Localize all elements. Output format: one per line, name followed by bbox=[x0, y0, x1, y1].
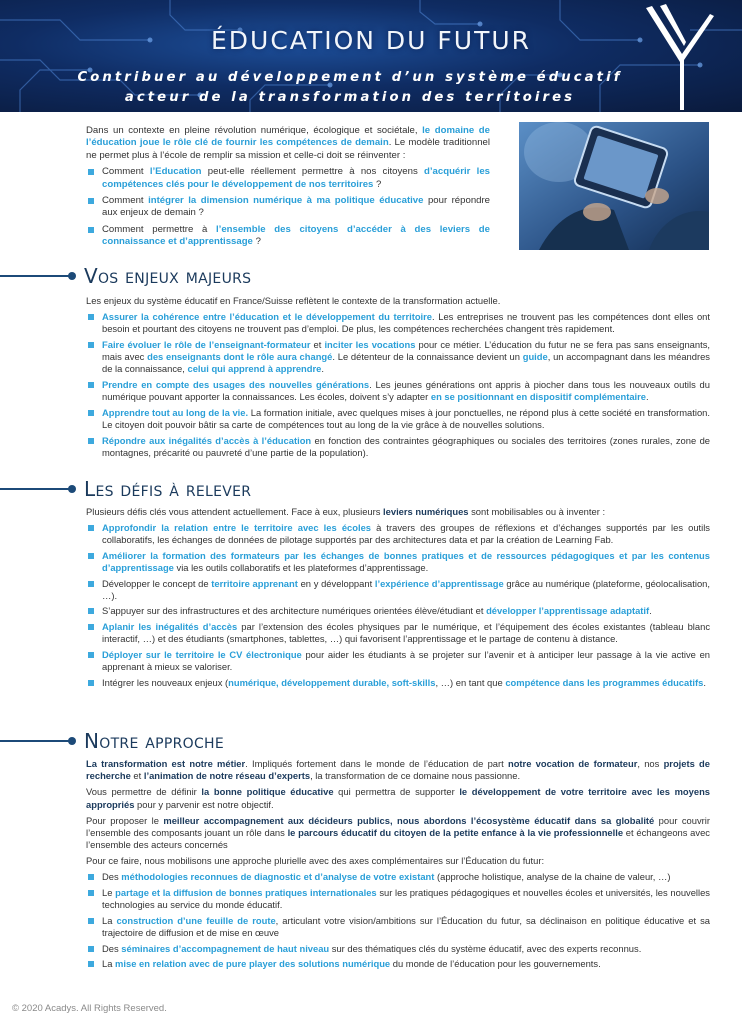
heading-title: Vos enjeux majeurs bbox=[84, 264, 252, 288]
section-heading-defis bbox=[0, 477, 742, 501]
defis-list bbox=[86, 522, 710, 689]
section-defis bbox=[86, 506, 710, 689]
intro-block bbox=[86, 125, 490, 249]
subtitle-line-2: acteur de la transformation des territoires bbox=[124, 90, 576, 105]
list-item: Répondre aux inégalités d’accès à l’éducation en fonction des contraintes géographiques ou sociales des territoires (zones rurales, zone de montagnes, précarité ou pauvreté d’une partie de la population). bbox=[86, 435, 710, 459]
heading-dot-icon bbox=[68, 272, 76, 280]
list-item: La mise en relation avec de pure player des solutions numérique du monde de l’éducation pour les gouvernements. bbox=[86, 958, 710, 970]
tablet-illustration bbox=[519, 122, 709, 250]
tablet-photo bbox=[519, 122, 709, 250]
list-item: Prendre en compte des usages des nouvelles générations. Les jeunes générations ont appris à piocher dans tous les nouveaux outils du numérique pouvant apporter la connaissances. Les écoles, doivent s’y adapter en se positionnant en dispositif complémentaire. bbox=[86, 379, 710, 403]
list-item: Comment intégrer la dimension numérique à ma politique éducative pour répondre aux enjeux de demain ? bbox=[86, 195, 490, 220]
list-item: Des méthodologies reconnues de diagnostic et d’analyse de votre existant (approche holistique, analyse de la chaine de valeur, …) bbox=[86, 871, 710, 883]
list-item: Intégrer les nouveaux enjeux (numérique, développement durable, soft-skills, …) en tant que compétence dans les programmes éducatifs. bbox=[86, 677, 710, 689]
section-heading-enjeux bbox=[0, 264, 742, 288]
list-item: La construction d’une feuille de route, articulant votre vision/ambitions sur l’Éducation du futur, sa déclinaison en politique éducative et sa trajectoire de diffusion et de mise en œuve bbox=[86, 915, 710, 939]
approche-paragraph: Pour proposer le meilleur accompagnement aux décideurs publics, nous abordons l’écosystème éducatif dans sa globalité pour couvrir l’ensemble des composants jouant un rôle dans le parcours éducatif du citoyen de la petite enfance à la vie professionnelle et échangeons avec l’ensemble des acteurs concernés bbox=[86, 814, 710, 851]
heading-dot-icon bbox=[68, 737, 76, 745]
intro-text: Dans un contexte en pleine révolution numérique, écologique et sociétale, bbox=[86, 125, 423, 136]
list-item: Aplanir les inégalités d’accès par l’extension des écoles physiques par le numérique, et l’équipement des écoles existantes (tableau blanc interactif, …) et des étudiants (smartphones, tablettes, …) qui favorisent l’apprentissage et le partage de contenu à distance. bbox=[86, 621, 710, 645]
acadys-logo-icon bbox=[640, 2, 720, 112]
list-item: Le partage et la diffusion de bonnes pratiques internationales sur les pratiques pédagogiques et nouvelles écoles et universités, les nouvelles technologies au service du monde éducatif. bbox=[86, 887, 710, 911]
intro-paragraph bbox=[86, 125, 490, 162]
list-item: Assurer la cohérence entre l’éducation et le développement du territoire. Les entreprises ne trouvent pas les compétences dont elles ont besoin et pourtant des citoyens ne trouvent pas d’emploi. De plus, les compétences recherchées changent très rapidement. bbox=[86, 311, 710, 335]
list-item: Développer le concept de territoire apprenant en y développant l’expérience d’apprentissage grâce au numérique (plateforme, géolocalisation, …). bbox=[86, 578, 710, 602]
intro-questions bbox=[86, 166, 490, 248]
approche-paragraph: La transformation est notre métier. Impliqués fortement dans le monde de l’éducation de part notre vocation de formateur, nos projets de recherche et l’animation de notre réseau d’experts, la transformation de ce domaine nous passionne. bbox=[86, 758, 710, 782]
list-item: Comment l’Education peut-elle réellement permettre à nos citoyens d’acquérir les compétences clés pour le développement de nos territoires ? bbox=[86, 166, 490, 191]
list-item: Des séminaires d’accompagnement de haut niveau sur des thématiques clés du système éducatif, avec des experts reconnus. bbox=[86, 943, 710, 955]
page-title: ÉDUCATION DU FUTUR bbox=[210, 26, 532, 55]
heading-title: Notre approche bbox=[84, 729, 225, 753]
heading-dot-icon bbox=[68, 485, 76, 493]
defis-lead: Plusieurs défis clés vous attendent actuellement. Face à eux, plusieurs leviers numériques sont mobilisables ou à inventer : bbox=[86, 506, 606, 517]
list-item: S’appuyer sur des infrastructures et des architecture numériques orientées élève/étudiant et développer l’apprentissage adaptatif. bbox=[86, 605, 710, 617]
list-item: Améliorer la formation des formateurs par les échanges de bonnes pratiques et de ressources pédagogiques et par les contenus d’apprentissage via les outils collaboratifs et les plateformes d’apprentissage. bbox=[86, 550, 710, 574]
subtitle-line-1: Contribuer au développement d’un système éducatif bbox=[77, 70, 623, 85]
page-subtitle bbox=[40, 68, 660, 108]
enjeux-lead: Les enjeux du système éducatif en France/Suisse reflètent le contexte de la transformation actuelle. bbox=[86, 295, 501, 306]
copyright-footer: © 2020 Acadys. All Rights Reserved. bbox=[12, 1003, 167, 1014]
heading-line bbox=[0, 740, 72, 742]
section-approche bbox=[86, 758, 710, 971]
list-item: Approfondir la relation entre le territoire avec les écoles à travers des groupes de réflexions et d’échanges supportés par les outils collaboratifs, les échanges de données de pilotage supportés par des architectures data et par la création de Learning Fab. bbox=[86, 522, 710, 546]
list-item: Faire évoluer le rôle de l’enseignant-formateur et inciter les vocations pour ce métier. L’éducation du futur ne se fera pas sans enseignants, mais avec des enseignants dont le rôle aura changé. Le détenteur de la connaissance devient un guide, un accompagnant dans les méandres de la connaissance, celui qui apprend à apprendre. bbox=[86, 339, 710, 376]
section-heading-approche bbox=[0, 729, 742, 753]
heading-title: Les défis à relever bbox=[84, 477, 252, 501]
list-item: Apprendre tout au long de la vie. La formation initiale, avec quelques mises à jour ponctuelles, ne répond plus à cette société en transformation. Le citoyen doit pouvoir bâtir sa carte de compétences tout au long de la vie grâce à de nouvelles solutions. bbox=[86, 407, 710, 431]
section-enjeux bbox=[86, 295, 710, 459]
intro-text-end: . Le modèle traditionnel ne permet plus à l’école de remplir sa mission et celle-ci doit se réinventer : bbox=[86, 137, 490, 161]
approche-paragraph: Vous permettre de définir la bonne politique éducative qui permettra de supporter le développement de votre territoire avec les moyens appropriés pour y parvenir est notre objectif. bbox=[86, 786, 711, 810]
header-banner bbox=[0, 0, 742, 112]
list-item: Déployer sur le territoire le CV électronique pour aider les étudiants à se projeter sur l’avenir et à anticiper leur passage à la vie active en apprenant à mieux se valoriser. bbox=[86, 649, 710, 673]
intro-highlight: le domaine de l’éducation joue le rôle clé de fournir les compétences de demain bbox=[86, 125, 490, 149]
list-item: Comment permettre à l’ensemble des citoyens d’accéder à des leviers de connaissance et d’apprentissage ? bbox=[86, 224, 490, 249]
enjeux-list bbox=[86, 311, 710, 459]
heading-line bbox=[0, 275, 72, 277]
heading-line bbox=[0, 488, 72, 490]
approche-paragraph: Pour ce faire, nous mobilisons une approche plurielle avec des axes complémentaires sur l’Éducation du futur: bbox=[86, 855, 545, 867]
approche-list bbox=[86, 871, 710, 970]
